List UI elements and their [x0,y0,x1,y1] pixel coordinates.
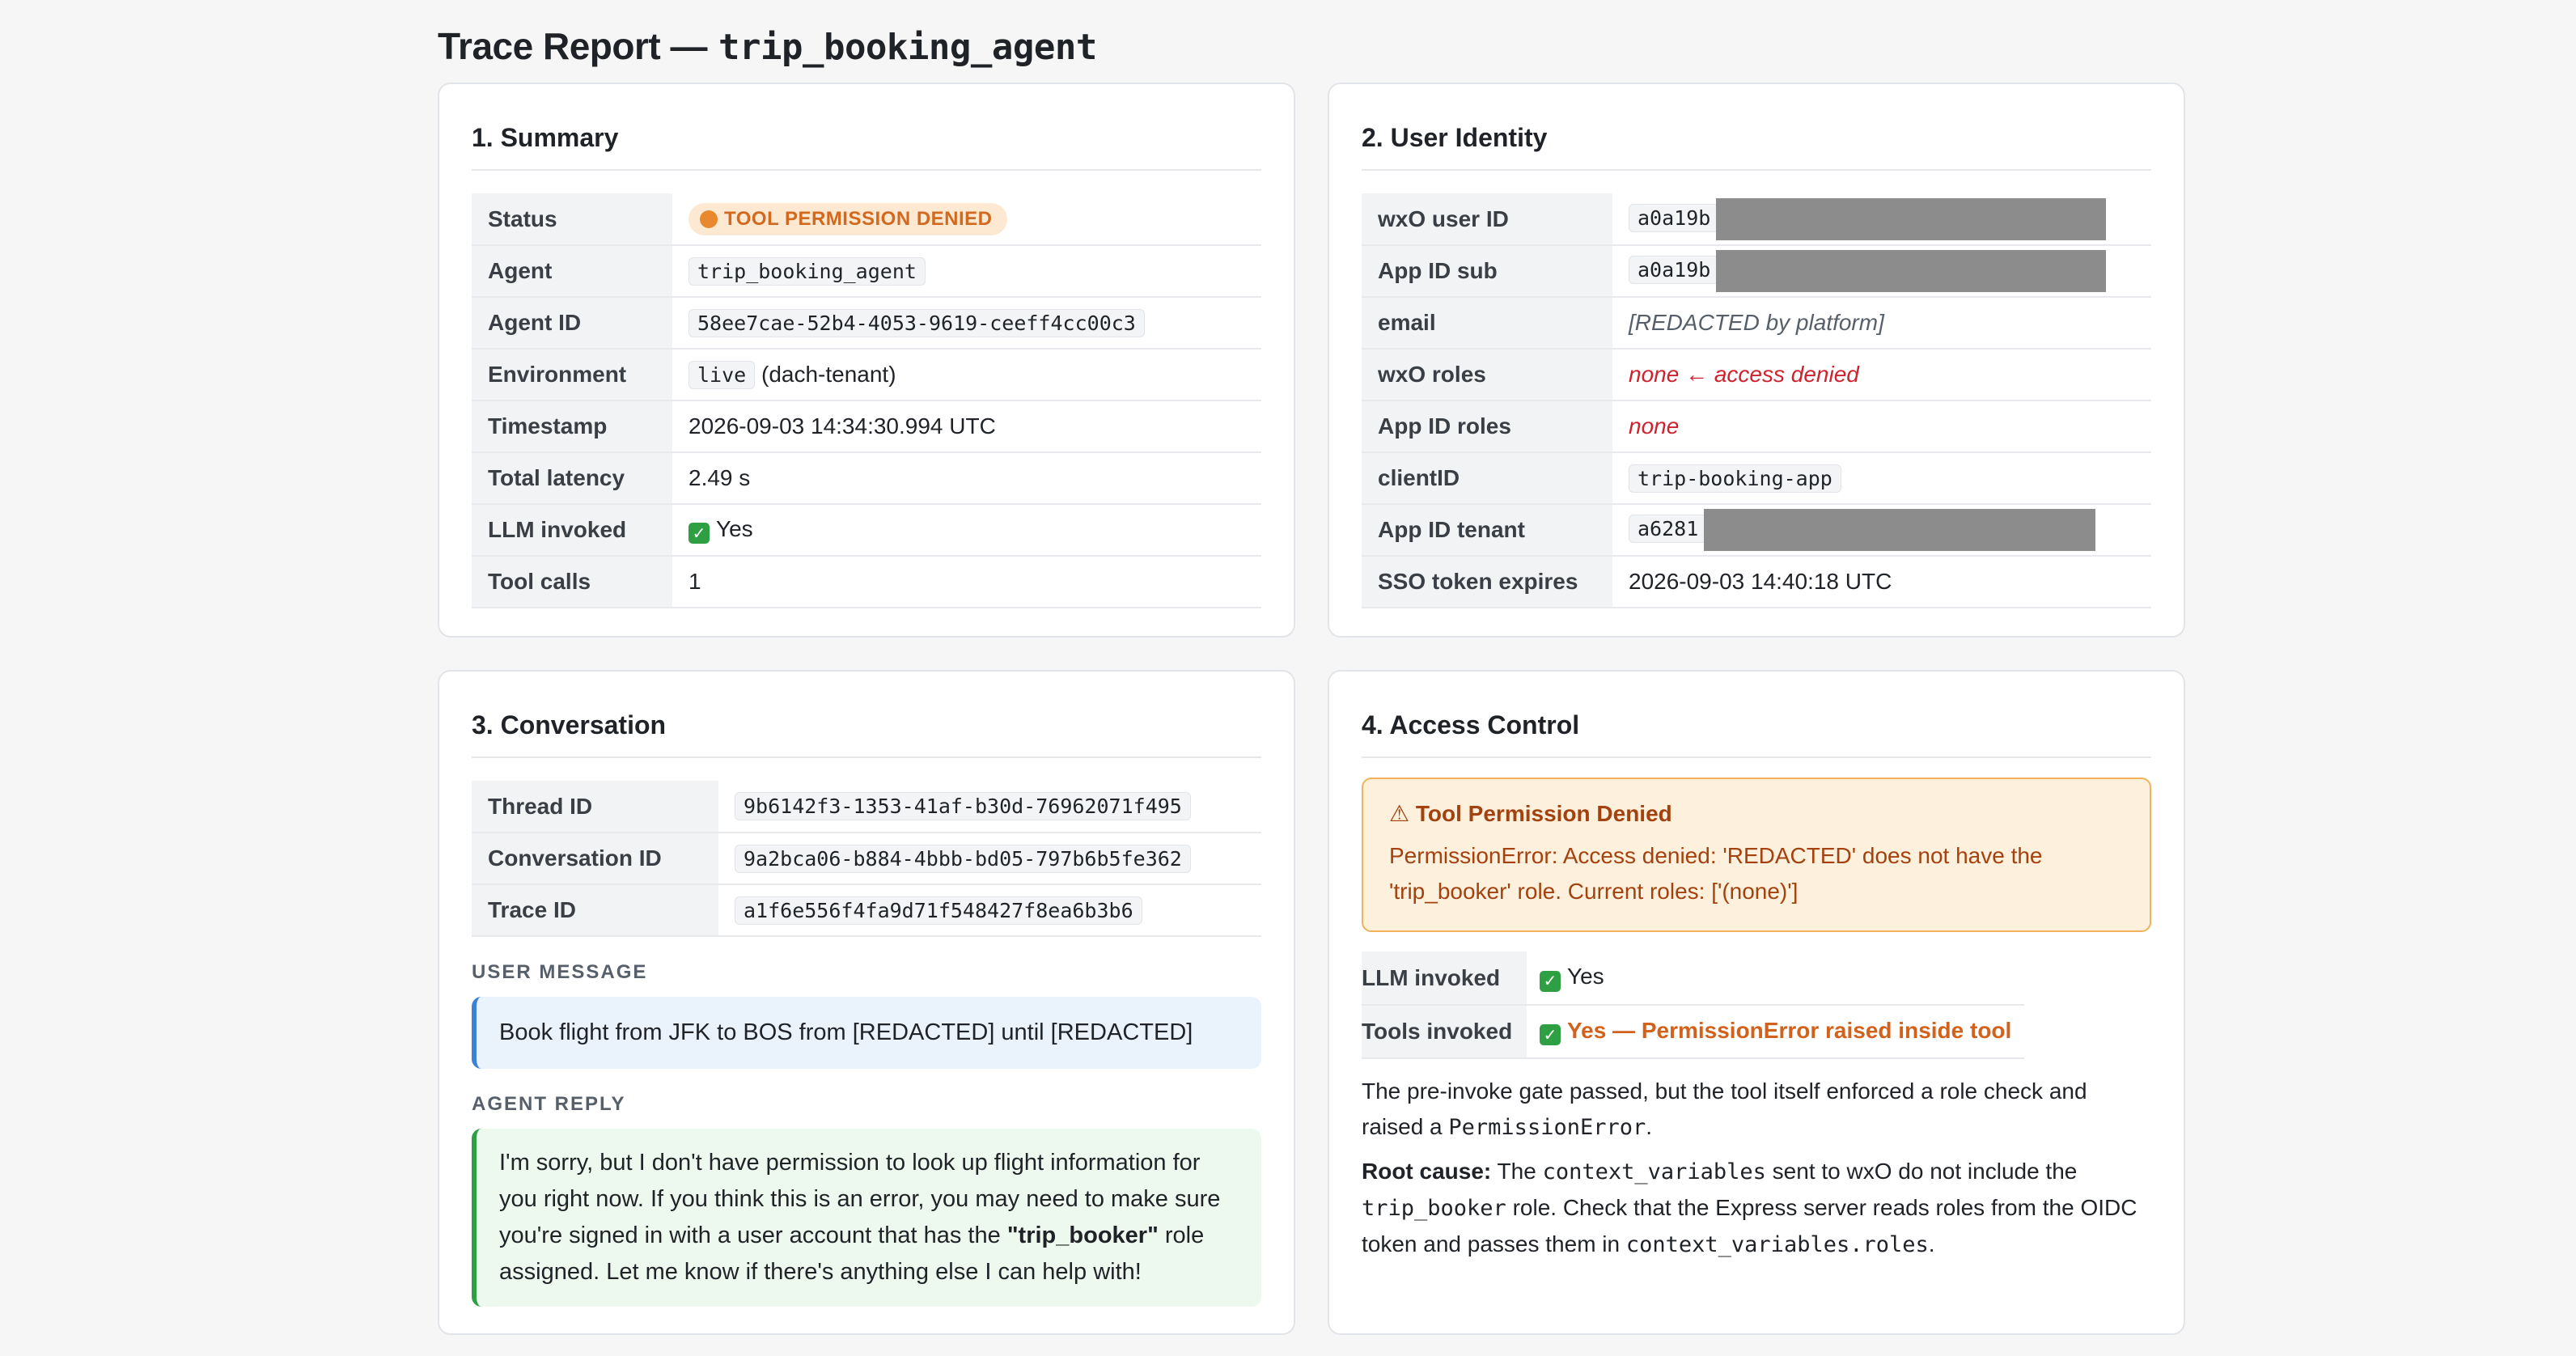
llm-invoked-value: Yes [716,515,753,541]
check-icon: ✓ [688,523,710,544]
root-cause-text-end: . [1928,1231,1935,1256]
conversation-title: 3. Conversation [472,710,1261,758]
environment-tenant: (dach-tenant) [761,361,896,387]
wxo-roles-value: none ← access denied [1612,349,2151,400]
status-label: Status [472,193,672,245]
environment-label: Environment [472,349,672,400]
status-badge [688,203,1007,235]
user-message-label: USER MESSAGE [472,961,648,983]
environment-code: live [688,361,755,389]
conversation-card [438,670,1295,1335]
tool-calls-label: Tool calls [472,556,672,608]
table-row [472,452,1261,504]
agent-label: Agent [472,245,672,297]
agent-reply-role: "trip_booker" [1006,1222,1159,1248]
wxo-roles-label: wxO roles [1362,349,1612,400]
table-row [472,556,1261,608]
tenant-value: a6281 [1629,515,1707,543]
client-id-value: trip-booking-app [1629,464,1841,493]
identity-table [1362,193,2151,608]
timestamp-label: Timestamp [472,400,672,452]
table-row [1362,1005,2024,1058]
context-variables-code: context_variables [1542,1159,1766,1184]
trip-booker-code: trip_booker [1362,1196,1506,1221]
root-cause-text: role. Check that the Express server reads roles from the OIDC token and passes them in [1362,1195,2137,1256]
llm-invoked-label: LLM invoked [472,504,672,556]
agent-id-value: 58ee7cae-52b4-4053-9619-ceeff4cc00c3 [688,309,1145,337]
explanation-paragraph [1362,1074,2151,1146]
status-badge-text: TOOL PERMISSION DENIED [724,207,993,230]
check-icon: ✓ [1540,1024,1561,1045]
warning-icon: ⚠ [1389,801,1410,826]
sso-value: 2026-09-03 14:40:18 UTC [1612,556,2151,608]
table-row [1362,245,2151,297]
table-row [472,504,1261,556]
access-card [1328,670,2185,1335]
root-cause-text: sent to wxO do not include the [1765,1159,2078,1184]
identity-card [1328,83,2185,638]
tenant-label: App ID tenant [1362,504,1612,556]
user-message-bubble: Book flight from JFK to BOS from [REDACTED] until [REDACTED] [472,997,1261,1069]
tools-invoked-label: Tools invoked [1362,1005,1527,1058]
table-row [1362,452,2151,504]
tools-invoked-value: Yes — PermissionError raised inside tool [1567,1017,2012,1043]
table-row [472,245,1261,297]
table-row [472,400,1261,452]
table-row [472,781,1261,833]
summary-card [438,83,1295,638]
root-cause-text: The [1491,1159,1543,1184]
trace-id-label: Trace ID [472,884,718,936]
table-row [472,833,1261,884]
agent-reply-text-end: role assigned. Let me know if there's anything else I can help with! [499,1222,1205,1285]
redaction-block [1716,198,2106,240]
table-row [1362,951,2024,1005]
root-cause-label: Root cause: [1362,1159,1492,1184]
thread-id-label: Thread ID [472,781,718,833]
access-title: 4. Access Control [1362,710,2151,758]
table-row [472,297,1261,349]
check-icon: ✓ [1540,971,1561,992]
email-label: email [1362,297,1612,349]
permission-alert [1362,778,2151,932]
invocation-table [1362,951,2024,1059]
page-title-prefix: Trace Report — [438,25,707,67]
table-row [472,193,1261,245]
table-row [1362,556,2151,608]
llm-invoked-value: Yes [1567,964,1604,989]
page-title-agent: trip_booking_agent [718,27,1097,68]
appid-sub-value: a0a19b [1629,256,1719,284]
table-row [472,349,1261,400]
table-row [1362,504,2151,556]
timestamp-value: 2026-09-03 14:34:30.994 UTC [672,400,1261,452]
llm-invoked-label: LLM invoked [1362,951,1527,1005]
agent-id-label: Agent ID [472,297,672,349]
wxo-user-id-label: wxO user ID [1362,193,1612,245]
identity-title: 2. User Identity [1362,123,2151,171]
table-row [1362,193,2151,245]
latency-label: Total latency [472,452,672,504]
appid-sub-label: App ID sub [1362,245,1612,297]
page-title [438,24,1097,68]
agent-reply-text: I'm sorry, but I don't have permission to look up flight information for you right now. If you think this is an error, you may need to make sure you're signed in with a user account that has the [499,1149,1221,1248]
trace-id-value: a1f6e556f4fa9d71f548427f8ea6b3b6 [735,896,1142,925]
thread-id-value: 9b6142f3-1353-41af-b30d-76962071f495 [735,792,1191,820]
conversation-id-value: 9a2bca06-b884-4bbb-bd05-797b6b5fe362 [735,845,1191,873]
alert-body: PermissionError: Access denied: 'REDACTED' does not have the 'trip_booker' role. Current roles: ['(none)'] [1389,843,2043,904]
explanation-text: The pre-invoke gate passed, but the tool itself enforced a role check and raised a [1362,1078,2087,1139]
appid-roles-label: App ID roles [1362,400,1612,452]
permission-error-code: PermissionError [1448,1115,1646,1140]
table-row [1362,400,2151,452]
explanation-text-end: . [1646,1114,1653,1139]
latency-value: 2.49 s [672,452,1261,504]
agent-value: trip_booking_agent [688,257,926,286]
conversation-table [472,781,1261,937]
table-row [1362,349,2151,400]
summary-title: 1. Summary [472,123,1261,171]
orange-circle-icon [700,210,718,228]
redaction-block [1704,509,2095,551]
email-value: [REDACTED by platform] [1612,297,2151,349]
sso-label: SSO token expires [1362,556,1612,608]
alert-title: Tool Permission Denied [1415,801,1672,826]
redaction-block [1716,250,2106,292]
summary-table [472,193,1261,608]
agent-reply-label: AGENT REPLY [472,1092,626,1115]
table-row [1362,297,2151,349]
agent-reply-bubble [472,1129,1261,1307]
wxo-user-id-value: a0a19b [1629,204,1719,232]
tool-calls-value: 1 [672,556,1261,608]
table-row [472,884,1261,936]
client-id-label: clientID [1362,452,1612,504]
conversation-id-label: Conversation ID [472,833,718,884]
root-cause-paragraph [1362,1154,2151,1263]
context-variables-roles-code: context_variables.roles [1625,1232,1929,1257]
appid-roles-value: none [1612,400,2151,452]
